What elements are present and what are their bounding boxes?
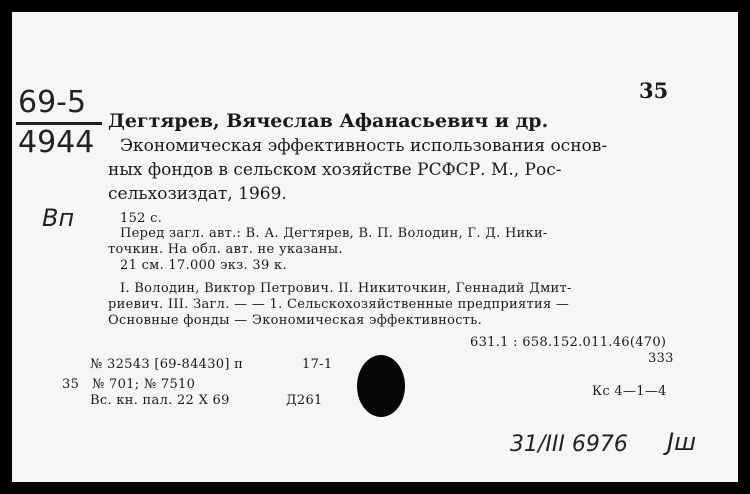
note-line: точкин. На обл. авт. не указаны. bbox=[108, 242, 343, 257]
page-number: 35 bbox=[639, 78, 669, 103]
chamber-line: Вс. кн. пал. 22 X 69 bbox=[90, 393, 230, 408]
issue-line: № 701; № 7510 bbox=[92, 377, 196, 392]
card-code: Кс 4—1—4 bbox=[592, 384, 667, 399]
note-line: Перед загл. авт.: В. А. Дегтярев, В. П. Володин, Г. Д. Ники- bbox=[120, 226, 548, 241]
tracings-line: риевич. III. Загл. — — 1. Сельскохозяйственные предприятия — bbox=[108, 297, 570, 312]
order-code: 17-1 bbox=[302, 357, 333, 372]
issue-prefix: 35 bbox=[62, 377, 80, 392]
classification-index: 631.1 : 658.152.011.46(470) bbox=[470, 335, 667, 350]
shelfmark-top: 69-5 bbox=[18, 85, 87, 120]
handwritten-signature: Јш bbox=[667, 428, 697, 456]
handwritten-bottom: 31/ІІІ 6976 bbox=[510, 432, 628, 457]
shelfmark-bottom: 4944 bbox=[18, 125, 95, 160]
catalog-card bbox=[12, 12, 738, 482]
handwritten-mark: Вп bbox=[42, 204, 75, 232]
ink-blot bbox=[357, 355, 405, 417]
title-line: ных фондов в сельском хозяйстве РСФСР. М., Рос- bbox=[108, 160, 562, 180]
class-number: 333 bbox=[648, 351, 674, 366]
title-line: сельхозиздат, 1969. bbox=[108, 184, 287, 204]
order-line: № 32543 [69-84430] п bbox=[90, 357, 244, 372]
pages-extent: 152 с. bbox=[120, 211, 163, 226]
tracings-line: Основные фонды — Экономическая эффективность. bbox=[108, 313, 483, 328]
title-line: Экономическая эффективность использования основ- bbox=[120, 136, 608, 156]
note-line: 21 см. 17.000 экз. 39 к. bbox=[120, 258, 287, 273]
chamber-code: Д261 bbox=[286, 393, 323, 408]
author-heading: Дегтярев, Вячеслав Афанасьевич и др. bbox=[108, 110, 549, 132]
tracings-line: I. Володин, Виктор Петрович. II. Никиточкин, Геннадий Дмит- bbox=[120, 281, 572, 296]
